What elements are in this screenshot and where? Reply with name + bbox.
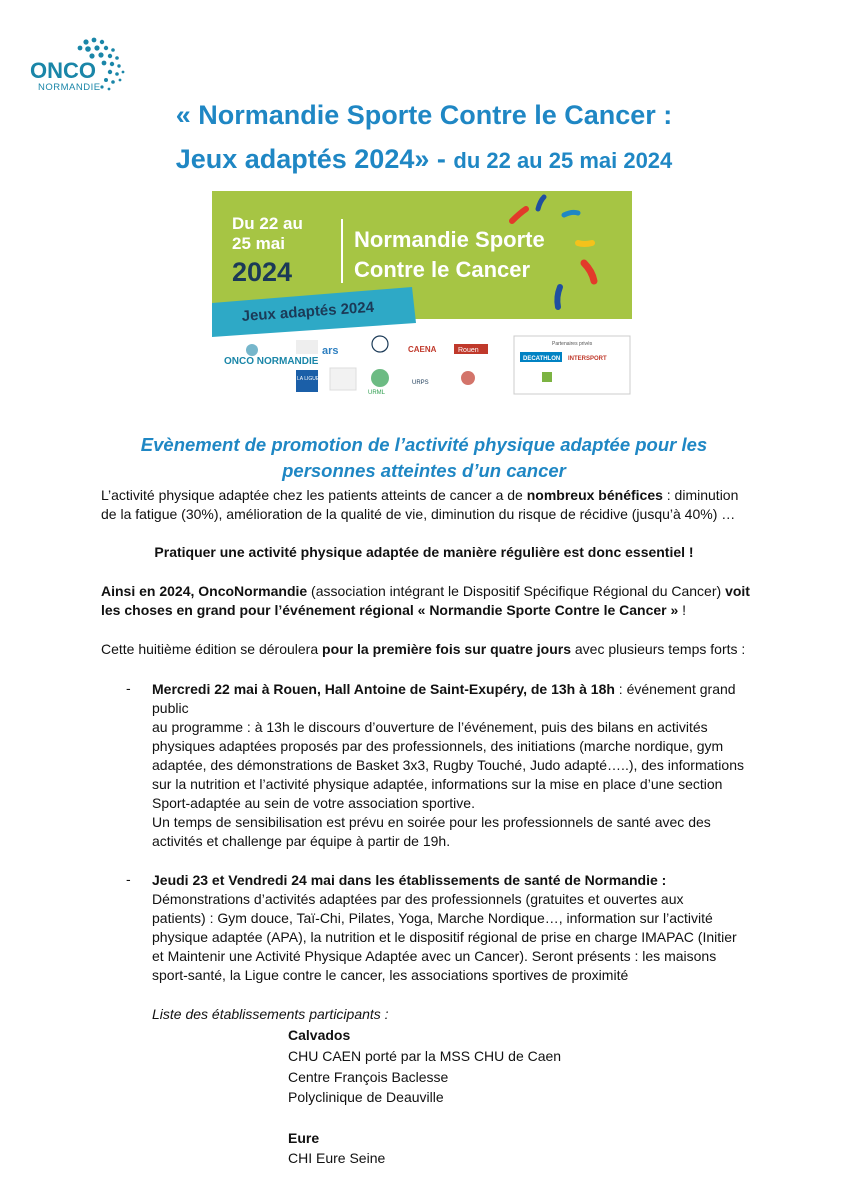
logo-text: ONCO — [30, 58, 96, 83]
list-item: CHU CAEN porté par la MSS CHU de Caen — [288, 1048, 562, 1064]
intro-text: L’activité physique adaptée chez les patients atteints de cancer a de — [101, 487, 527, 503]
intro-line1 — [101, 486, 738, 505]
calvados-list — [288, 1046, 561, 1108]
subtitle-line2: personnes atteintes d’un cancer — [282, 460, 566, 481]
banner-ribbon-text: Jeux adaptés 2024 — [241, 298, 375, 325]
svg-text:Rouen: Rouen — [458, 347, 479, 354]
page-title-line2 — [0, 144, 848, 175]
svg-text:ONCO NORMANDIE: ONCO NORMANDIE — [224, 356, 319, 367]
intro-line2: de la fatigue (30%), amélioration de la qualité de vie, diminution du risque de récidive (jusqu’à 40%) … — [101, 506, 736, 522]
item2-line: et Maintenir une Activité Physique Adaptée avec un Cancer). Seront présents : les maisons — [152, 948, 717, 964]
item1-line: Un temps de sensibilisation est prévu en soirée pour les professionnels de santé avec des — [152, 814, 711, 830]
dept-calvados: Calvados — [288, 1027, 351, 1043]
svg-text:LA LIGUE: LA LIGUE — [297, 376, 320, 382]
partner-logo-ars: ars — [322, 345, 339, 357]
list-heading: Liste des établissements participants : — [152, 1006, 389, 1022]
partner-logo-prefet — [296, 340, 318, 354]
ainsi-text: (association intégrant le Dispositif Spécifique Régional du Cancer) — [307, 583, 726, 599]
partner-logo-2 — [330, 368, 356, 390]
subtitle-line1: Evènement de promotion de l’activité physique adaptée pour les — [140, 434, 708, 455]
partner-logo-sos — [461, 371, 475, 385]
bullet-dash-2: - — [126, 871, 131, 887]
essential-statement: Pratiquer une activité physique adaptée de manière régulière est donc essentiel ! — [154, 544, 694, 560]
item1-line: adaptée, des démonstrations de Basket 3x3, Rugby Touché, Judo adapté…..), des informations — [152, 757, 744, 773]
list-item: Centre François Baclesse — [288, 1068, 449, 1085]
ainsi-end: ! — [678, 602, 687, 618]
intro-bold: nombreux bénéfices — [526, 487, 663, 503]
edition-end: avec plusieurs temps forts : — [570, 641, 746, 657]
item2-heading: Jeudi 23 et Vendredi 24 mai dans les établissements de santé de Normandie : — [152, 872, 667, 888]
partner-logo-urml: URML — [368, 390, 386, 396]
list-item: Polyclinique de Deauville — [288, 1089, 444, 1105]
event-banner — [212, 191, 632, 337]
partner-logo-urps: URPS — [412, 380, 429, 386]
item1-heading-rest: : événement grand — [614, 681, 736, 697]
ainsi-line1 — [101, 582, 750, 601]
page-title-line1: « Normandie Sporte Contre le Cancer : — [175, 100, 673, 130]
section-subtitle — [60, 432, 788, 484]
item1-heading-bold: Mercredi 22 mai à Rouen, Hall Antoine de Saint-Exupéry, de 13h à 18h — [152, 681, 615, 697]
title-dates: du 22 au 25 mai 2024 — [453, 148, 673, 173]
item1-heading — [152, 680, 736, 699]
title-main: Jeux adaptés 2024» - — [175, 144, 454, 174]
logo-subtext: NORMANDIE — [38, 82, 101, 93]
ainsi-line2 — [101, 601, 686, 620]
ainsi-bold2: voit — [725, 583, 750, 599]
partner-logo-urml-icon — [371, 369, 389, 387]
banner-date-line1: Du 22 au — [232, 214, 303, 233]
partner-logos — [212, 330, 632, 400]
ainsi-bold3: les choses en grand pour l’événement régional « Normandie Sporte Contre le Cancer » — [101, 602, 679, 618]
dept-eure: Eure — [288, 1130, 320, 1146]
partner-logo-green — [542, 372, 552, 382]
item1-heading-line2: public — [152, 700, 189, 716]
private-partners-title: Partenaires privés — [552, 341, 593, 347]
item2-line: patients) : Gym douce, Taï-Chi, Pilates, Yoga, Marche Nordique…, information sur l’activité — [152, 910, 713, 926]
onconormandie-logo — [30, 36, 130, 96]
banner-name-line2: Contre le Cancer — [354, 257, 531, 282]
item1-line: activités et challenge par équipe à partir de 19h. — [152, 833, 451, 849]
item2-line: Démonstrations d’activités adaptées par des professionnels (gratuites et ouvertes aux — [152, 891, 684, 907]
edition-text: Cette huitième édition se déroulera — [101, 641, 323, 657]
partner-logo-emblem — [372, 336, 388, 352]
edition-line — [101, 640, 745, 659]
item2-line: physique adaptée (APA), la nutrition et le dispositif régional de prise en charge IMAPAC (Initier — [152, 929, 737, 945]
item1-line: sur la nutrition et l’activité physique adaptée, informations sur la mise en place d’une section — [152, 776, 723, 792]
banner-year: 2024 — [232, 257, 293, 287]
banner-name-line1: Normandie Sporte — [354, 227, 545, 252]
edition-bold: pour la première fois sur quatre jours — [322, 641, 571, 657]
item1-line: physiques adaptées proposés par des professionnels, des initiations (marche nordique, gym — [152, 738, 724, 754]
partner-logo-caena: CAENA — [408, 345, 437, 354]
item2-body — [152, 890, 748, 985]
item1-line: Sport-adaptée au sein de votre association sportive. — [152, 795, 475, 811]
ainsi-bold1: Ainsi en 2024, OncoNormandie — [101, 583, 308, 599]
eure-list — [288, 1149, 385, 1168]
list-item: CHI Eure Seine — [288, 1150, 386, 1166]
item2-line: sport-santé, la Ligue contre le cancer, les associations sportives de proximité — [152, 967, 629, 983]
intro-text-end: : diminution — [662, 487, 739, 503]
bullet-dash-1: - — [126, 680, 131, 696]
banner-date-line2: 25 mai — [232, 234, 285, 253]
item1-line: au programme : à 13h le discours d’ouverture de l’événement, puis des bilans en activités — [152, 719, 708, 735]
svg-text:DECATHLON: DECATHLON — [523, 356, 561, 362]
partner-logo-intersport: INTERSPORT — [568, 356, 607, 362]
item1-body — [152, 718, 748, 851]
